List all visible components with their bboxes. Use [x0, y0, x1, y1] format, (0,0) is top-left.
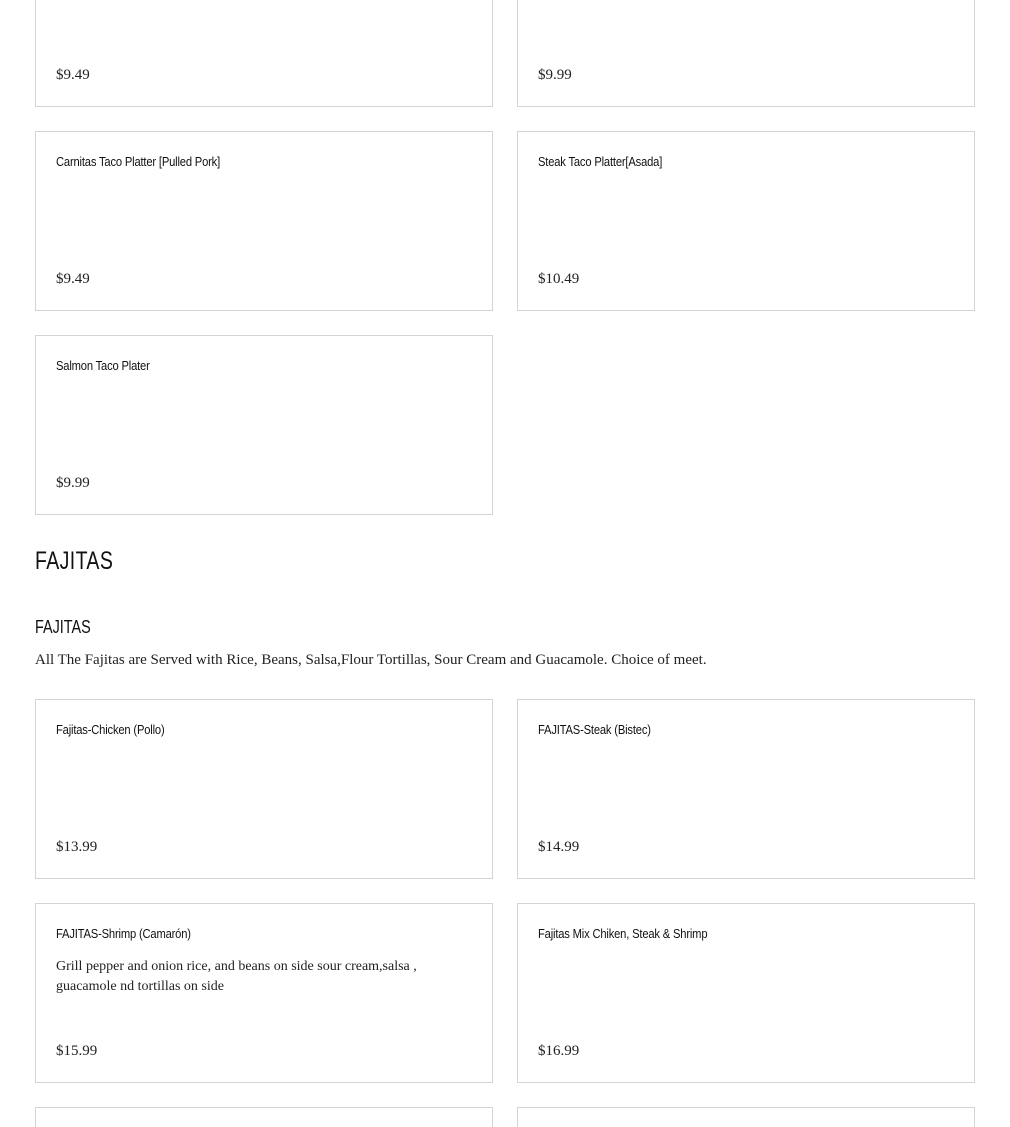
- item-price: $9.99: [56, 475, 90, 491]
- menu-item-card[interactable]: [517, 0, 975, 107]
- item-price: $9.49: [56, 271, 90, 287]
- menu-item-card[interactable]: [35, 1107, 493, 1127]
- item-name: Steak Taco Platter[Asada]: [538, 154, 663, 169]
- item-price: $15.99: [56, 1043, 98, 1059]
- menu-item-card[interactable]: [517, 1107, 975, 1127]
- menu-item-card[interactable]: [517, 699, 975, 879]
- section-title: FAJITAS: [35, 547, 114, 575]
- item-price: $13.99: [56, 839, 98, 855]
- item-price: $14.99: [538, 839, 580, 855]
- menu-item-card[interactable]: [35, 903, 493, 1083]
- item-name: FAJITAS-Shrimp (Camarón): [56, 926, 191, 941]
- item-description: Grill pepper and onion rice, and beans on side sour cream,salsa , guacamole nd tortillas on side: [56, 959, 417, 994]
- item-name: Carnitas Taco Platter [Pulled Pork]: [56, 154, 221, 169]
- menu-item-card[interactable]: [517, 903, 975, 1083]
- menu-item-card[interactable]: [35, 0, 493, 107]
- item-price: $9.99: [538, 67, 572, 83]
- item-name: Salmon Taco Plater: [56, 358, 150, 373]
- menu-item-card[interactable]: [517, 131, 975, 311]
- menu-item-card[interactable]: [35, 335, 493, 515]
- subsection-title: FAJITAS: [35, 617, 91, 637]
- subsection-description: All The Fajitas are Served with Rice, Beans, Salsa,Flour Tortillas, Sour Cream and Guacamole. Choice of meet.: [35, 652, 707, 668]
- item-price: $10.49: [538, 271, 580, 287]
- item-name: Fajitas-Chicken (Pollo): [56, 722, 165, 737]
- item-price: $9.49: [56, 67, 90, 83]
- menu-item-card[interactable]: [35, 131, 493, 311]
- item-name: Fajitas Mix Chiken, Steak & Shrimp: [538, 926, 708, 941]
- menu-item-card[interactable]: [35, 699, 493, 879]
- item-name: FAJITAS-Steak (Bistec): [538, 722, 651, 737]
- item-price: $16.99: [538, 1043, 580, 1059]
